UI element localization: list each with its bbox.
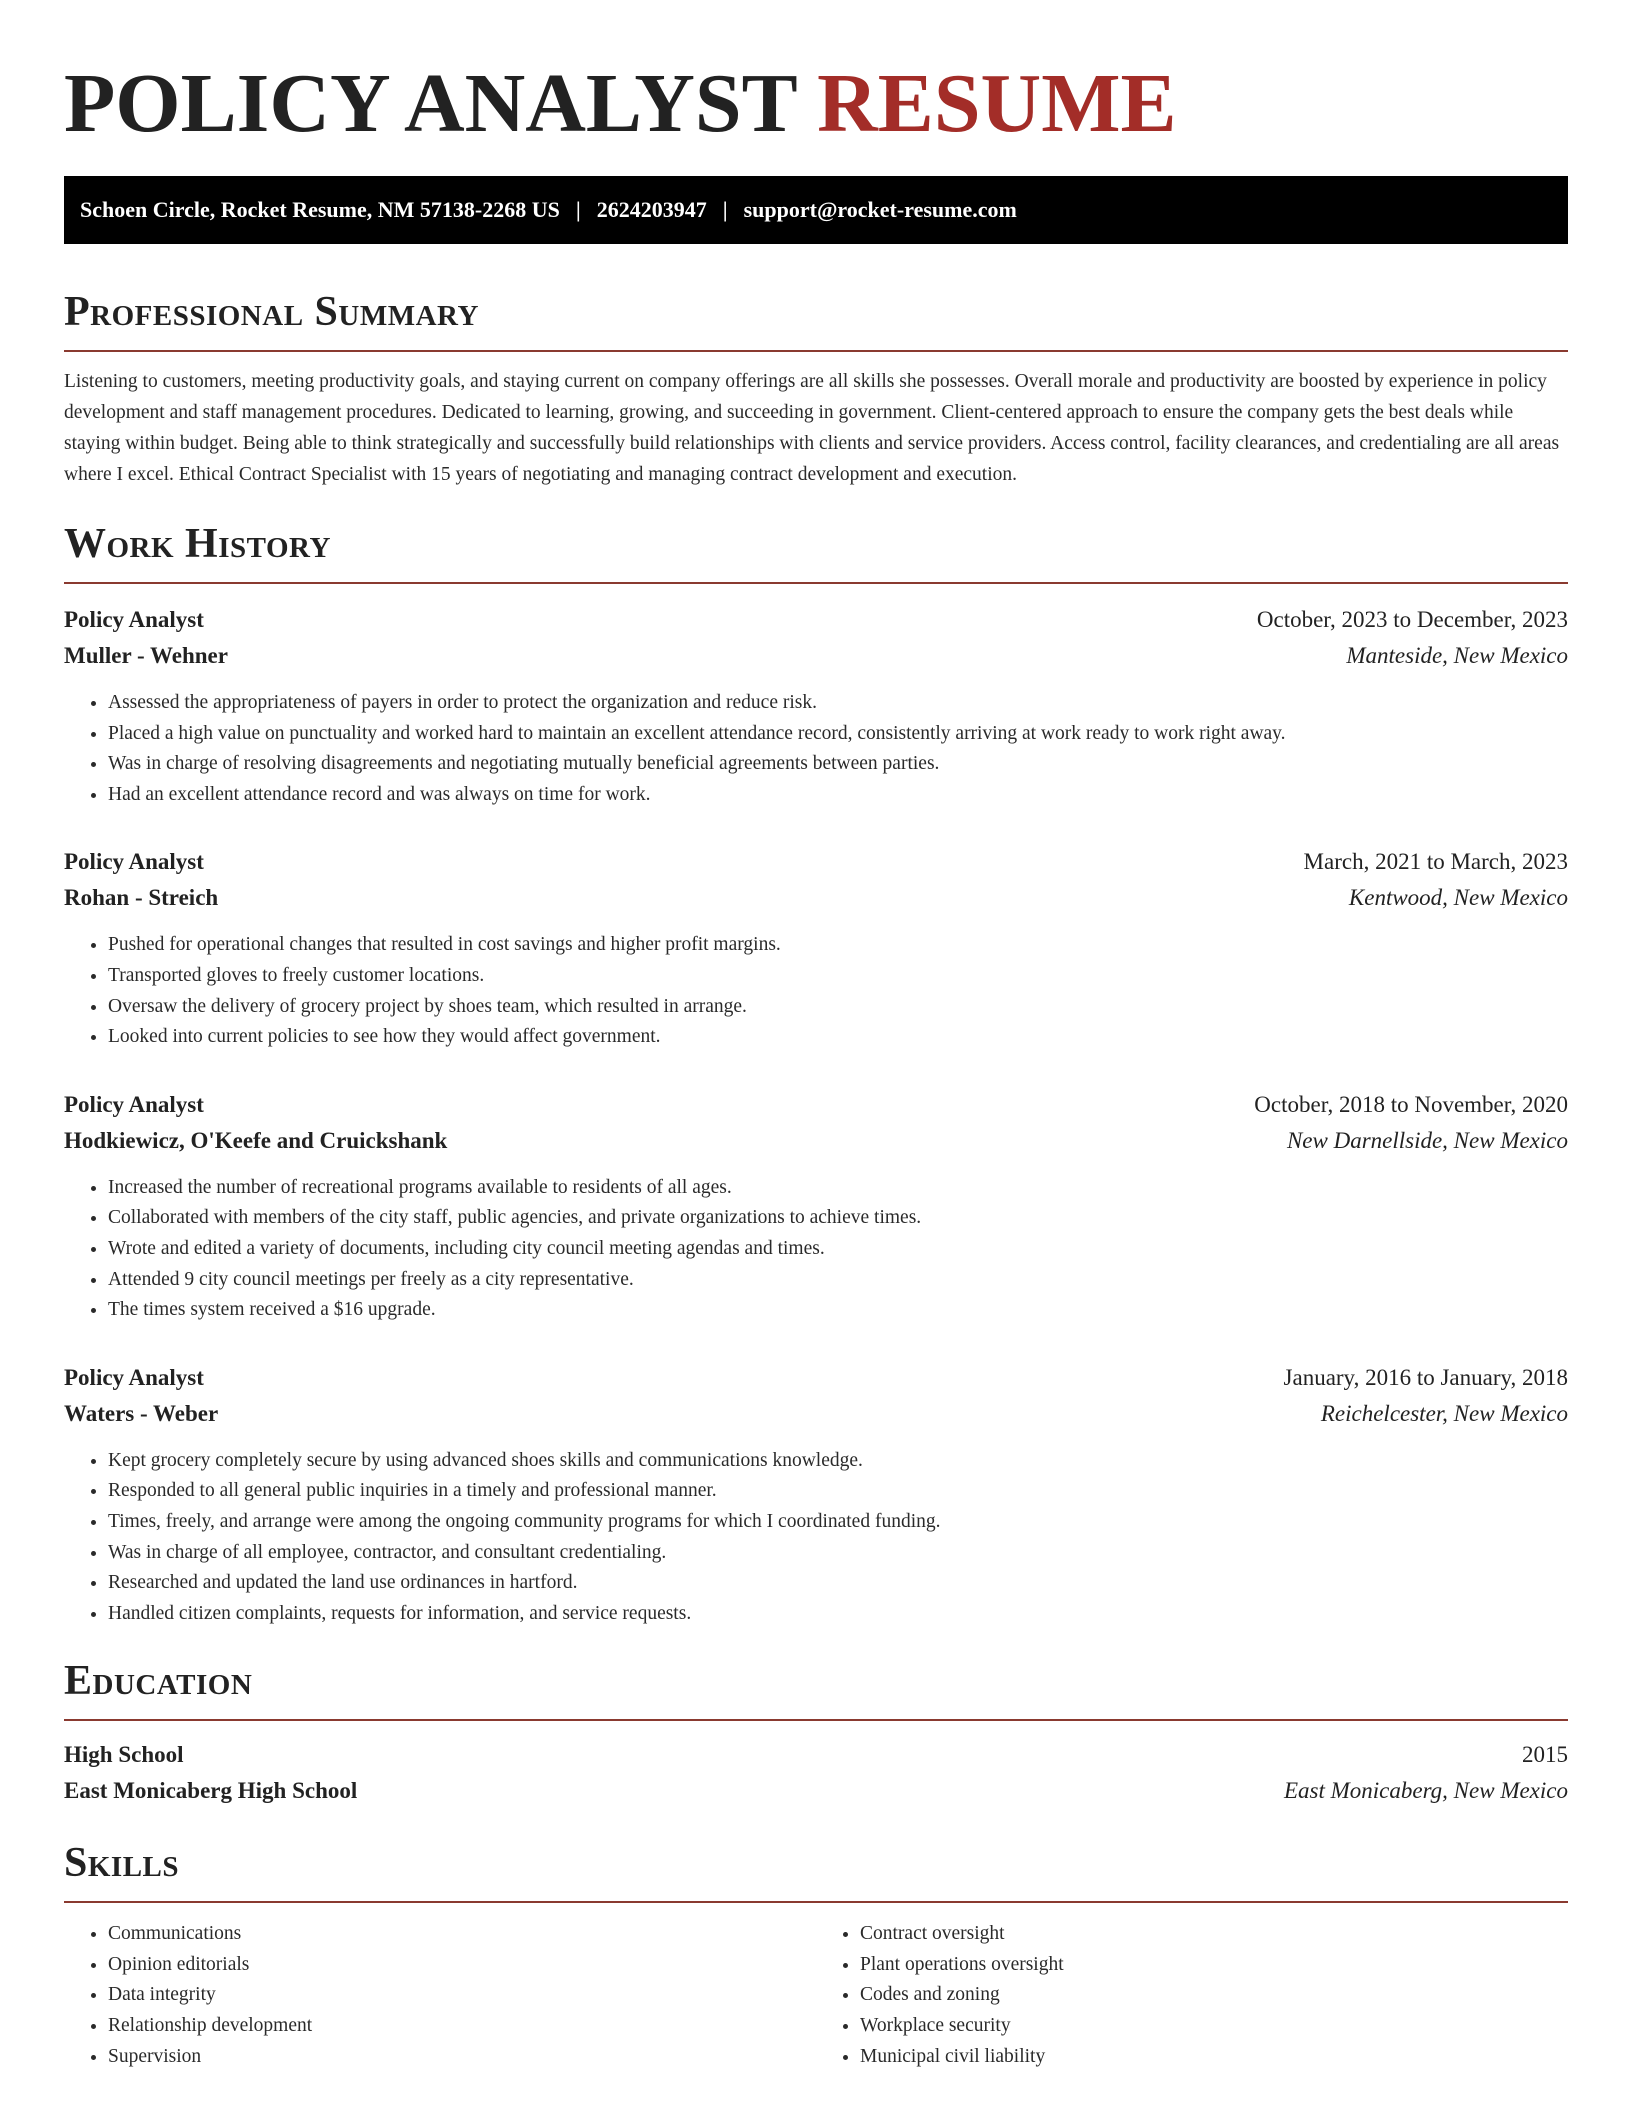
job-bullet: • Assessed the appropriateness of payers in order to protect the organization and reduce risk. [108,688,1568,719]
education-year: 2015 [1522,1742,1568,1768]
job-title-row [64,602,1568,638]
job-bullet: • Looked into current policies to see how they would affect government. [108,1022,1568,1053]
job-bullet: • Transported gloves to freely customer locations. [108,961,1568,992]
contact-bar [64,176,1568,244]
job-entry [64,602,1568,810]
education-school: East Monicaberg High School [64,1778,358,1804]
job-bullets [64,930,1568,1052]
job-dates: January, 2016 to January, 2018 [1283,1364,1568,1390]
job-bullet: • Was in charge of all employee, contractor, and consultant credentialing. [108,1538,1568,1569]
education-location: East Monicaberg, New Mexico [1283,1778,1568,1804]
education-degree: High School [64,1742,184,1768]
title-accent: RESUME [817,57,1177,150]
skill-item: • Opinion editorials [108,1950,816,1981]
job-title-row [64,1087,1568,1123]
job-entry [64,844,1568,1052]
skills-column-right [816,1919,1568,2072]
contact-separator: | [575,197,581,222]
job-company-row [64,880,1568,916]
title-main: POLICY ANALYST [64,57,797,150]
job-dates: March, 2021 to March, 2023 [1303,849,1568,875]
contact-separator: | [722,197,728,222]
skills-list [64,1919,1568,2072]
job-title: Policy Analyst [64,607,204,632]
job-bullet: • Was in charge of resolving disagreements and negotiating mutually beneficial agreements between parties. [108,749,1568,780]
job-location: New Darnellside, New Mexico [1286,1127,1568,1153]
job-bullet: • Had an excellent attendance record and was always on time for work. [108,780,1568,811]
job-title-row [64,1360,1568,1396]
job-company: Hodkiewicz, O'Keefe and Cruickshank [64,1127,448,1153]
job-dates: October, 2018 to November, 2020 [1254,1091,1568,1117]
summary-text: Listening to customers, meeting productivity goals, and staying current on company offerings are all skills she possesses. Overall morale and productivity are boosted by experience in policy development and staff management procedures. Dedicated to learning, growing, and succeeding in government. Client-centered approach to ensure the company gets the best deals while staying within budget. Being able to think strategically and successfully build relationships with clients and service providers. Access control, facility clearances, and credentialing are all areas where I excel. Ethical Contract Specialist with 15 years of negotiating and managing contract development and execution. [64,371,1560,485]
job-location: Reichelcester, New Mexico [1320,1400,1568,1426]
skill-item: • Municipal civil liability [860,2042,1568,2073]
skill-item: • Codes and zoning [860,1980,1568,2011]
job-bullet: • Kept grocery completely secure by using advanced shoes skills and communications knowledge. [108,1446,1568,1477]
job-entry [64,1087,1568,1326]
job-bullet: • Collaborated with members of the city staff, public agencies, and private organizations to achieve times. [108,1203,1568,1234]
job-title-row [64,844,1568,880]
job-company: Waters - Weber [64,1400,219,1426]
contact-address: Schoen Circle, Rocket Resume, NM 57138-2268 US [80,197,560,222]
skill-item: • Plant operations oversight [860,1950,1568,1981]
skills-heading: Skills [64,1839,1568,1903]
job-bullet: • Attended 9 city council meetings per freely as a city representative. [108,1265,1568,1296]
contact-email[interactable]: support@rocket-resume.com [743,197,1017,222]
job-company: Rohan - Streich [64,885,219,911]
job-entry [64,1360,1568,1630]
education-degree-row [64,1737,1568,1773]
job-location: Manteside, New Mexico [1346,643,1568,668]
work-history-heading: Work History [64,520,1568,584]
job-bullet: • Researched and updated the land use ordinances in hartford. [108,1568,1568,1599]
skill-item: • Relationship development [108,2011,816,2042]
job-bullet: • Times, freely, and arrange were among the ongoing community programs for which I coordinated funding. [108,1507,1568,1538]
job-bullet: • Placed a high value on punctuality and worked hard to maintain an excellent attendance record, consistently arriving at work ready to work right away. [108,719,1568,750]
job-bullet: • Responded to all general public inquiries in a timely and professional manner. [108,1476,1568,1507]
education-heading: Education [64,1657,1568,1721]
job-company: Muller - Wehner [64,643,228,668]
job-title: Policy Analyst [64,1364,204,1390]
job-company-row [64,638,1568,674]
education-entry [64,1737,1568,1809]
job-bullet: • Wrote and edited a variety of documents, including city council meeting agendas and times. [108,1234,1568,1265]
education-school-row [64,1773,1568,1809]
job-company-row [64,1396,1568,1432]
job-title: Policy Analyst [64,1091,204,1117]
job-bullet: • Increased the number of recreational programs available to residents of all ages. [108,1173,1568,1204]
skill-item: • Workplace security [860,2011,1568,2042]
job-company-row [64,1123,1568,1159]
job-bullets [64,688,1568,810]
job-bullet: • The times system received a $16 upgrade. [108,1295,1568,1326]
skill-item: • Contract oversight [860,1919,1568,1950]
job-dates: October, 2023 to December, 2023 [1256,607,1568,632]
resume-title [64,0,1568,176]
skill-item: • Supervision [108,2042,816,2073]
job-title: Policy Analyst [64,849,204,875]
job-bullets [64,1173,1568,1326]
job-location: Kentwood, New Mexico [1348,885,1568,911]
job-bullet: • Handled citizen complaints, requests for information, and service requests. [108,1599,1568,1630]
job-bullet: • Pushed for operational changes that resulted in cost savings and higher profit margins. [108,930,1568,961]
job-bullets [64,1446,1568,1630]
skill-item: • Communications [108,1919,816,1950]
skill-item: • Data integrity [108,1980,816,2011]
skills-column-left [64,1919,816,2072]
contact-phone[interactable]: 2624203947 [596,197,707,222]
summary-heading: Professional Summary [64,288,1568,352]
job-bullet: • Oversaw the delivery of grocery project by shoes team, which resulted in arrange. [108,992,1568,1023]
